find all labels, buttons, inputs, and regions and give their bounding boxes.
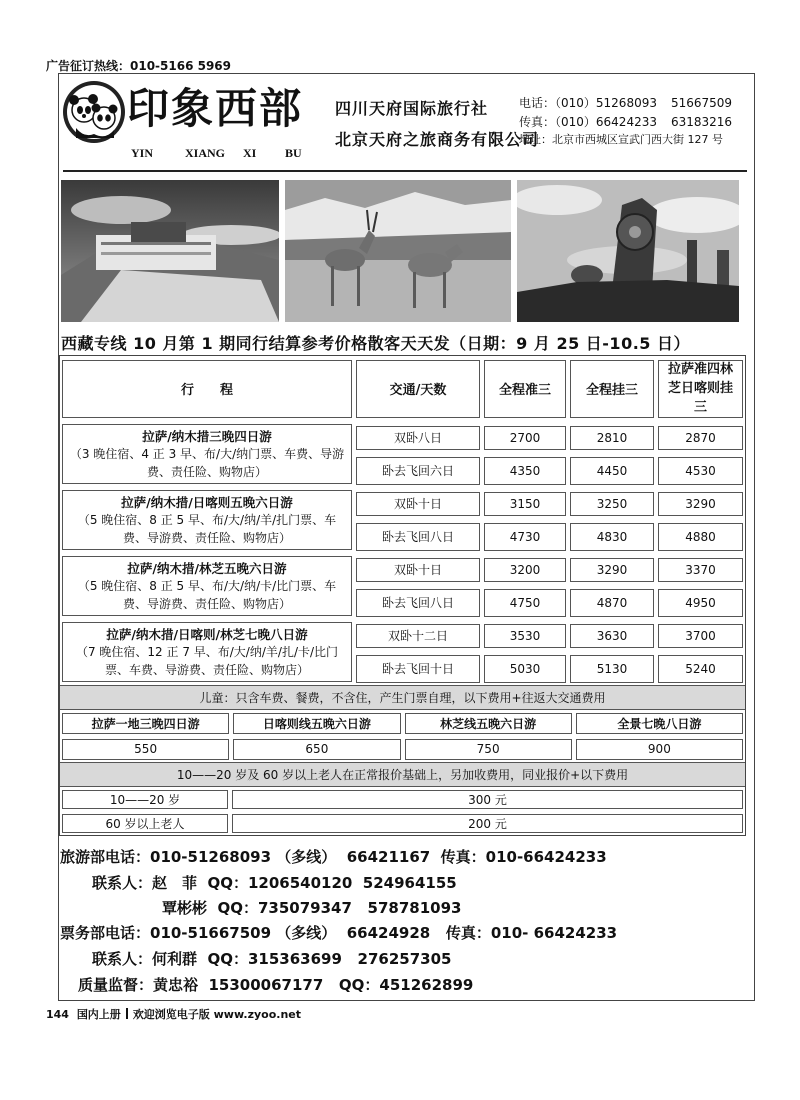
- child-header: 日喀则线五晚六日游: [233, 713, 400, 734]
- price-cell: 3630: [570, 624, 654, 648]
- fax-text: 传真：（010）66424233: [519, 115, 657, 129]
- senior-price-table: [60, 787, 745, 835]
- ad-hotline: 广告征订热线：010-5166 5969: [46, 59, 232, 73]
- contact-person-1: 联系人：赵 菲 QQ：1206540120 524964155: [92, 874, 457, 892]
- panda-logo: [62, 80, 126, 144]
- route-cell: [62, 424, 352, 484]
- child-price: 650: [233, 739, 400, 760]
- price-cell: 2700: [484, 426, 566, 450]
- senior-price: 200 元: [232, 814, 743, 833]
- route-cell: [62, 622, 352, 682]
- transport-cell: 卧去飞回六日: [356, 457, 480, 485]
- price-cell: 2870: [658, 426, 743, 450]
- route-name: 拉萨/纳木措/林芝五晚六日游: [127, 561, 287, 576]
- senior-note: 10——20 岁及 60 岁以上老人在正常报价基础上，另加收费用，同业报价+以下费用: [60, 762, 745, 787]
- pinyin-bu: BU: [285, 146, 302, 160]
- photo-potala-palace: [61, 180, 279, 322]
- price-cell: 2810: [570, 426, 654, 450]
- price-cell: 5240: [658, 655, 743, 683]
- price-cell: 4870: [570, 589, 654, 617]
- transport-cell: 双卧十日: [356, 492, 480, 516]
- price-cell: 4450: [570, 457, 654, 485]
- price-cell: 3290: [658, 492, 743, 516]
- pinyin-yin: YIN: [131, 146, 154, 160]
- price-cell: 5130: [570, 655, 654, 683]
- header-transport: 交通/天数: [356, 360, 480, 418]
- header-divider: [63, 170, 747, 172]
- tour-dept-phone: 旅游部电话：010-51268093 （多线） 66421167 传真：010-66424233: [60, 848, 607, 866]
- pinyin-xiang: XIANG: [185, 146, 226, 160]
- section-title: 西藏专线 10 月第 1 期同行结算参考价格散客天天发（日期：9 月 25 日-10.5 日）: [61, 334, 690, 353]
- senior-label: 10——20 岁: [62, 790, 228, 809]
- ticket-dept-phone: 票务部电话：010-51667509 （多线） 66424928 传真：010- 66424233: [60, 924, 618, 942]
- address-line: 地址：北京市西城区宣武门西大街 127 号: [519, 133, 723, 146]
- senior-label: 60 岁以上老人: [62, 814, 228, 833]
- child-price: 550: [62, 739, 229, 760]
- child-price: 750: [405, 739, 572, 760]
- price-cell: 3250: [570, 492, 654, 516]
- transport-cell: 卧去飞回十日: [356, 655, 480, 683]
- route-name: 拉萨/纳木措三晚四日游: [142, 429, 272, 444]
- header-price-standard3: 全程准三: [484, 360, 566, 418]
- brand-title: 印象西部: [127, 84, 304, 133]
- child-header: 林芝线五晚六日游: [405, 713, 572, 734]
- brand-pinyin: [131, 146, 302, 161]
- route-name: 拉萨/纳木措/日喀则五晚六日游: [121, 495, 293, 510]
- price-cell: 4880: [658, 523, 743, 551]
- child-header: 拉萨一地三晚四日游: [62, 713, 229, 734]
- child-header: 全景七晚八日游: [576, 713, 743, 734]
- child-price-table: [60, 710, 745, 762]
- header-price-rated3: 全程挂三: [570, 360, 654, 418]
- price-cell: 4950: [658, 589, 743, 617]
- route-desc: （5 晚住宿、8 正 5 早、布/大/纳/羊/扎门票、车费、导游费、责任险、购物店）: [77, 513, 337, 545]
- price-cell: 3370: [658, 558, 743, 582]
- price-cell: 5030: [484, 655, 566, 683]
- route-cell: [62, 556, 352, 616]
- senior-price: 300 元: [232, 790, 743, 809]
- table-header-row: [60, 356, 745, 421]
- transport-cell: 双卧十日: [356, 558, 480, 582]
- company-name-2: 北京天府之旅商务有限公司: [335, 130, 540, 149]
- quality-supervisor: 质量监督：黄忠裕 15300067177 QQ：451262899: [78, 976, 474, 994]
- page-footer: [46, 1006, 301, 1022]
- price-cell: 3530: [484, 624, 566, 648]
- contact-person-3: 联系人：何利群 QQ：315363699 276257305: [92, 950, 452, 968]
- child-price: 900: [576, 739, 743, 760]
- footer-tagline: 欢迎浏览电子版 www.zyoo.net: [132, 1008, 302, 1021]
- fax-text-2: 63183216: [670, 115, 733, 129]
- price-cell: 4730: [484, 523, 566, 551]
- phone-text: 电话：（010）51268093: [519, 96, 657, 110]
- footer-section: 国内上册: [76, 1008, 121, 1021]
- pinyin-xi: XI: [243, 146, 257, 160]
- transport-cell: 卧去飞回八日: [356, 523, 480, 551]
- price-cell: 3150: [484, 492, 566, 516]
- price-table: [59, 355, 746, 836]
- table-row: [60, 487, 745, 520]
- price-cell: 3290: [570, 558, 654, 582]
- price-cell: 3700: [658, 624, 743, 648]
- price-cell: 4530: [658, 457, 743, 485]
- price-cell: 4350: [484, 457, 566, 485]
- child-note: 儿童：只含车费、餐费，不含住，产生门票自理，以下费用+往返大交通费用: [60, 685, 745, 710]
- company-name-1: 四川天府国际旅行社: [335, 99, 489, 118]
- photo-jokhang-roof: [517, 180, 739, 322]
- price-cell: 4750: [484, 589, 566, 617]
- photo-tibetan-antelope: [285, 180, 511, 322]
- route-desc: （3 晚住宿、4 正 3 早、布/大/纳门票、车费、导游费、责任险、购物店）: [69, 447, 345, 479]
- route-cell: [62, 490, 352, 550]
- footer-separator: [126, 1008, 128, 1019]
- contact-person-2: 覃彬彬 QQ：735079347 578781093: [162, 899, 462, 917]
- route-name: 拉萨/纳木措/日喀则/林芝七晚八日游: [106, 627, 308, 642]
- route-desc: （5 晚住宿、8 正 5 早、布/大/纳/卡/比门票、车费、导游费、责任险、购物店）: [77, 579, 337, 611]
- page-number: 144: [46, 1008, 69, 1021]
- header: [59, 74, 754, 170]
- table-row: [60, 619, 745, 652]
- phone-text-2: 51667509: [670, 96, 733, 110]
- phone-line: [519, 94, 732, 111]
- table-row: [60, 421, 745, 454]
- header-route: 行 程: [62, 360, 352, 418]
- transport-cell: 双卧十二日: [356, 624, 480, 648]
- transport-cell: 双卧八日: [356, 426, 480, 450]
- route-desc: （7 晚住宿、12 正 7 早、布/大/纳/羊/扎/卡/比门票、车费、导游费、责任险、购物店）: [75, 645, 339, 677]
- transport-cell: 卧去飞回八日: [356, 589, 480, 617]
- fax-line: [519, 113, 732, 130]
- header-price-mixed: 拉萨准四林芝日喀则挂三: [658, 360, 743, 418]
- price-cell: 3200: [484, 558, 566, 582]
- price-cell: 4830: [570, 523, 654, 551]
- table-row: [60, 553, 745, 586]
